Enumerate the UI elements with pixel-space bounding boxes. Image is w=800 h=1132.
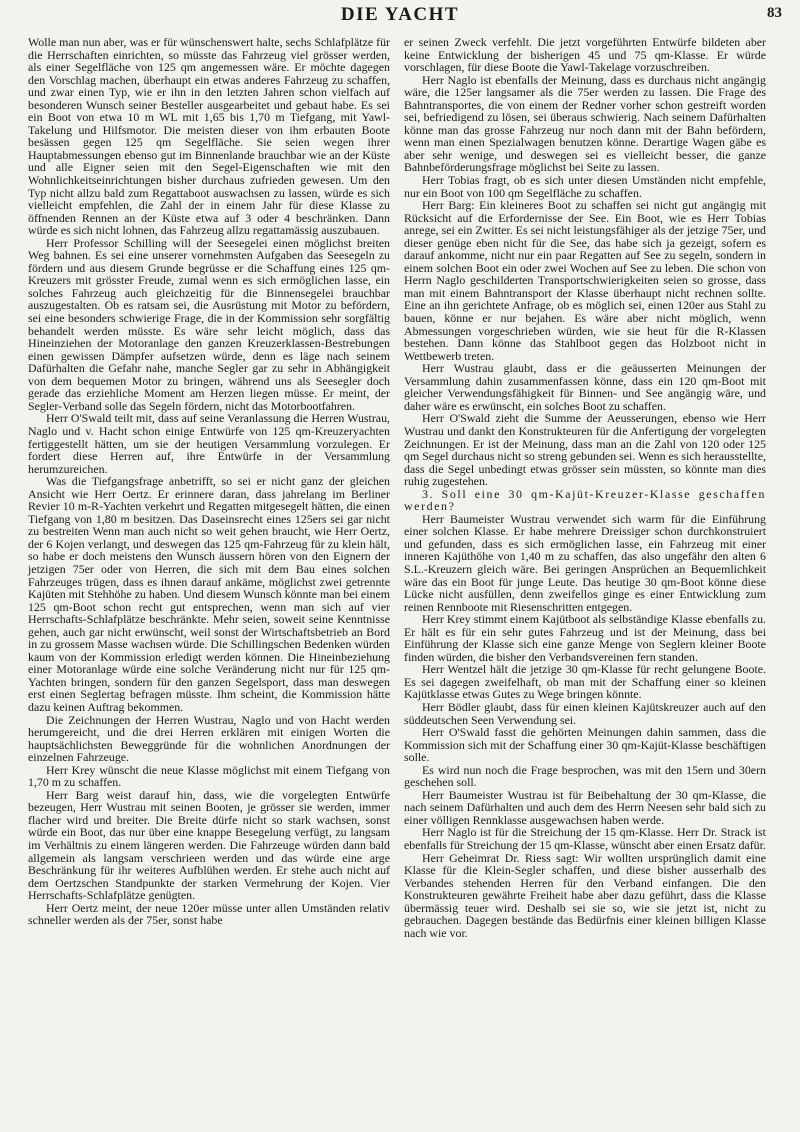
right-column — [404, 36, 766, 939]
paragraph: Herr O'Swald zieht die Summe der Aeusserungen, ebenso wie Herr Wustrau und dankt den Konstrukteuren für die Anfertigung der vorgelegten Zeichnungen. Er ist der Meinung, dass man an die Zahl von 120 oder 125 qm Segel durchaus nicht so streng gebunden sei. Wenn es sich herausstellte, dass die Segel unbedingt etwas grösser sein müssten, so könnte man dies ruhig zugestehen. — [404, 411, 766, 489]
paragraph: Herr Naglo ist für die Streichung der 15 qm-Klasse. Herr Dr. Strack ist ebenfalls für Streichung der 15 qm-Klasse, wünscht aber einen Ersatz dafür. — [404, 825, 766, 852]
journal-title: DIE YACHT — [340, 4, 460, 25]
paragraph: Herr Krey stimmt einem Kajütboot als selbständige Klasse ebenfalls zu. Er hält es für ein sehr gutes Fahrzeug und ist der Meinung, dass bei Einführung der Klasse sich eine ganze Menge von Seglern kleiner Boote finden würden, die bisher den Verbandsvereinen fern standen. — [404, 612, 766, 664]
paragraph: Herr Wustrau glaubt, dass er die geäusserten Meinungen der Versammlung dahin zusammenfassen könne, dass ein 120 qm-Boot mit gleicher Verwendungsfähigkeit für Binnen- und See angängig wäre, und daher wäre es erwünscht, ein solches Boot zu schaffen. — [404, 361, 766, 413]
paragraph: Herr O'Swald fasst die gehörten Meinungen dahin sammen, dass die Kommission sich mit der Schaffung einer 30 qm-Kajüt-Klasse beschäftigen solle. — [404, 725, 766, 765]
paragraph: Herr Baumeister Wustrau verwendet sich warm für die Einführung einer solchen Klasse. Er habe mehrere Dreissiger schon durchkonstruiert und gefunden, dass es sich ermöglichen lasse, ein Fahrzeug mit einer inneren Kajüthöhe von 1,40 m zu schaffen, das also ungefähr den alten 6 S.L.-Kreuzern gleich wäre. Bei geringen Ansprüchen an Bequemlichkeit wäre das ein Boot für junge Leute. Das heutige 30 qm-Boot könne diese Lücke nicht ausfüllen, denn zweifellos ginge es einer Entwicklung zum reinen Rennboote mit Riesenschritten entgegen. — [404, 511, 766, 614]
paragraph: Herr Naglo ist ebenfalls der Meinung, dass es durchaus nicht angängig wäre, die 125er langsamer als die 75er werden zu lassen. Die Frage des Bahntransportes, die von einem der Redner vorher schon gestreift worden sei, befriedigend zu lösen, sei überaus schwierig. Nach seinem Dafürhalten könne man das grosse Fahrzeug nur noch dann mit der Bahn befördern, wenn man einen Spezialwagen benutzen könne. Derartige Wagen gäbe es aber sehr wenige, und deswegen sei es vielleicht besser, die ganze Bahnbeförderungsfrage möglichst bei Seite zu lassen. — [404, 72, 766, 175]
page-number: 83 — [767, 5, 782, 21]
left-column — [28, 36, 390, 927]
paragraph: Herr Bödler glaubt, dass für einen kleinen Kajütskreuzer auch auf den süddeutschen Seen Verwendung sei. — [404, 699, 766, 727]
paragraph: Herr Krey wünscht die neue Klasse möglichst mit einem Tiefgang von 1,70 m zu schaffen. — [28, 762, 390, 790]
paragraph: Die Zeichnungen der Herren Wustrau, Naglo und von Hacht werden herumgereicht, und die drei Herren erklären mit einigen Worten die hauptsächlichsten Beweggründe für die wohnlichen Anordnungen der einzelnen Fahrzeuge. — [28, 712, 390, 765]
paragraph: Herr Geheimrat Dr. Riess sagt: Wir wollten ursprünglich damit eine Klasse für die Klein-Segler schaffen, und diese bisher ausserhalb des Verbandes stehenden Herren für den Verband einfangen. Die den Konstrukteuren gewährte Freiheit habe aber dazu geführt, dass die Klasse übermässig teuer wird. Deshalb sei sie so, wie sie jetzt ist, nicht zu gebrauchen. Dagegen bestände das Bedürfnis einer kleinen billigen Klasse nach wie vor. — [404, 850, 766, 940]
page-header — [0, 0, 800, 30]
paragraph: Herr Wentzel hält die jetzige 30 qm-Klasse für recht gelungene Boote. Es sei dagegen zweifelhaft, ob man mit der Schaffung einer so kleinen Kajütklasse etwas Gutes zu Wege bringen könnte. — [404, 662, 766, 702]
section-heading: 3. Soll eine 30 qm-Kajüt-Kreuzer-Klasse geschaffen werden? — [404, 486, 766, 514]
paragraph: Es wird nun noch die Frage besprochen, was mit den 15ern und 30ern geschehen soll. — [404, 762, 766, 790]
paragraph: Herr Baumeister Wustrau ist für Beibehaltung der 30 qm-Klasse, die nach seinem Dafürhalten und auch dem des Herrn Neesen sehr bald sich zu einer völligen Rennklasse ausgewachsen haben werde. — [404, 787, 766, 827]
paragraph: Was die Tiefgangsfrage anbetrifft, so sei er nicht ganz der gleichen Ansicht wie Herr Oertz. Er erinnere daran, dass jahrelang im Berliner Revier 10 m-R-Yachten verkehrt und Regatten mitgesegelt hätten, die einen Tiefgang von 1,80 m besitzen. Das Daseinsrecht eines 125ers sei gar nicht zu bestreiten Wenn man auch nicht so weit gehen braucht, wie Herr Oertz, der 6 Kojen verlangt, und deswegen das 125 qm-Fahrzeug für zu klein hält, so habe er doch meistens den Wunsch äussern hören von den Eignern der jetzigen 75er oder von Herren, die sich mit dem Bau eines solchen Fahrzeuges trügen, dass es ihnen darauf ankäme, möglichst zwei getrennte Kajüten mit Stehhöhe zu haben. Und diesem Wunsch könnte man bei einem 125 qm-Boot schon recht gut entsprechen, wenn man sich auf vier Herrschafts-Schlafplätze beschränkte. Mehr seien, soweit seine Kenntnisse gehen, auch gar nicht erwünscht, weil sonst der Wirtschaftsbetrieb an Bord in zu grossem Masse wachsen würde. Die Schillingschen Bedenken würden kaum von der Kommission erledigt werden können. Die Hineinbeziehung einer Motoranlage würde eine solche Veränderung nicht nur für 125 qm-Yachten bringen, sondern für den ganzen Segelsport, dass man deswegen erst einen Seglertag befragen müsste. Ihm scheint, die Kommission hätte dazu keinen Auftrag bekommen. — [28, 474, 390, 714]
paragraph: Herr Professor Schilling will der Seesegelei einen möglichst breiten Weg bahnen. Es sei eine unserer vornehmsten Aufgaben das Seesegeln zu fördern und aus diesem Grunde begrüsse er die Schaffung eines 125 qm-Kreuzers mit grösster Freude, zumal wenn es sich ermöglichen lasse, ein solches Fahrzeug auch gleichzeitig für die Binnensegelei brauchbar auszugestalten. Ob es ratsam sei, die Ausrüstung mit Motor zu befördern, sei eine besonders schwierige Frage, die in der Kommission sehr sorgfältig behandelt werden müsste. Es wäre sehr leicht möglich, dass das Hineinziehen der Motoranlage den ganzen Kreuzerklassen-Bestrebungen einen gewissen Dämpfer aufsetzen würde, denn es läge nach seinem Dafürhalten die Gefahr nahe, manche Segler gar zu sehr in Abhängigkeit von dem bequemen Motor zu bringen, während uns als Seesegler doch gerade das erziehliche Moment am Herzen liegen müsse. Er meint, der Segler-Verband solle das Segeln fördern, nicht das Motorbootfahren. — [28, 235, 390, 413]
paragraph: Herr Oertz meint, der neue 120er müsse unter allen Umständen relativ schneller werden als der 75er, sonst habe — [28, 900, 390, 928]
paragraph: Herr Tobias fragt, ob es sich unter diesen Umständen nicht empfehle, nur ein Boot von 100 qm Segelfläche zu schaffen. — [404, 173, 766, 200]
paragraph: Herr Barg: Ein kleineres Boot zu schaffen sei nicht gut angängig mit Rücksicht auf die Erfordernisse der See. Ein Boot, wie es Herr Tobias anrege, sei ein Zwitter. Es sei nicht leistungsfähiger als der jetzige 75er, und dieser genüge eben nicht für die See, das habe sich ja gezeigt, sofern es darauf ankomme, nicht nur ein paar Regatten auf See zu segeln, sondern in einem solchen Boot ein oder zwei Wochen auf See zu leben. Die schon von Herrn Naglo geschilderten Transportschwierigkeiten seien so grosse, dass man mit einem Bahntransport der Klasse überhaupt nicht rechnen sollte. Eine an ihn gerichtete Anfrage, ob es möglich sei, einen 120er aus Stahl zu bauen, könne er nur bejahen. Es wäre aber nicht möglich, wenn Abmessungen vorgeschrieben würden, wie sie heut für die R-Klassen bestehen. Dann könne das Stahlboot gegen das Holzboot nicht in Wettbewerb treten. — [404, 198, 766, 363]
paragraph: Herr Barg weist darauf hin, dass, wie die vorgelegten Entwürfe bezeugen, Herr Wustrau mit seinen Booten, je grösser sie werden, immer flacher wird und breiter. Die Breite dürfe nicht so stark wachsen, sonst würde ein Boot, das nur über eine knappe Besegelung verfügt, zu langsam im Verhältnis zu einem längeren werden. Die Fahrzeuge würden dann bald allgemein als langsam verschrieen werden und das würde eine arge Beschränkung für ihr weiteres Aufblühen werden. Er stehe auch nicht auf dem Oertzschen Standpunkte der starken Vermehrung der Kojen. Vier Herrschafts-Schlafplätze genügten. — [28, 787, 390, 903]
paragraph: Herr O'Swald teilt mit, dass auf seine Veranlassung die Herren Wustrau, Naglo und v. Hacht schon einige Entwürfe von 125 qm-Kreuzeryachten fertiggestellt hätten, um sie der heutigen Versammlung vorzulegen. Er fordert diese Herren auf, ihre Entwürfe in der Versammlung herumzureichen. — [28, 411, 390, 476]
paragraph: Wolle man nun aber, was er für wünschenswert halte, sechs Schlafplätze für die Herrschaften einrichten, so müsste das Fahrzeug viel grösser werden, als einer Segelfläche von 125 qm angemessen wäre. Er möchte dagegen den Vorschlag machen, überhaupt ein etwas anderes Fahrzeug zu schaffen, und zwar einen Typ, wie er ihn in den letzten Jahren schon vielfach auf besonderen Wunsch seiner Besteller ausgearbeitet und gebaut habe. Es sei ein Boot von etwa 10 m WL mit 1,65 bis 1,70 m Tiefgang, mit Yawl-Takelung und Hilfsmotor. Die meisten dieser von ihm erbauten Boote besässen gegen 125 qm Segelfläche. Sie seien wegen ihrer Hauptabmessungen ebenso gut im Binnenlande brauchbar wie an der Küste und alle Eigner seien mit den Segel-Eigenschaften wie mit den Wohnlichkeitseinrichtungen bisher durchaus zufrieden gewesen. Um den Typ nicht allzu bald zum Regattaboot auswachsen zu lassen, würde es sich vielleicht empfehlen, die Zahl der in einem Jahr für diese Klasse zu öffnenden Rennen an der Küste etwa auf 3 oder 4 beschränken. Dann würde es sich nicht lohnen, das Fahrzeug allzu regattamässig auszubauen. — [28, 35, 390, 238]
paragraph: er seinen Zweck verfehlt. Die jetzt vorgeführten Entwürfe bildeten aber keine Entwicklung der bisherigen 45 und 75 qm-Klasse. Er würde vorschlagen, für diese Boote die Yawl-Takelage vorzuschreiben. — [404, 35, 766, 75]
